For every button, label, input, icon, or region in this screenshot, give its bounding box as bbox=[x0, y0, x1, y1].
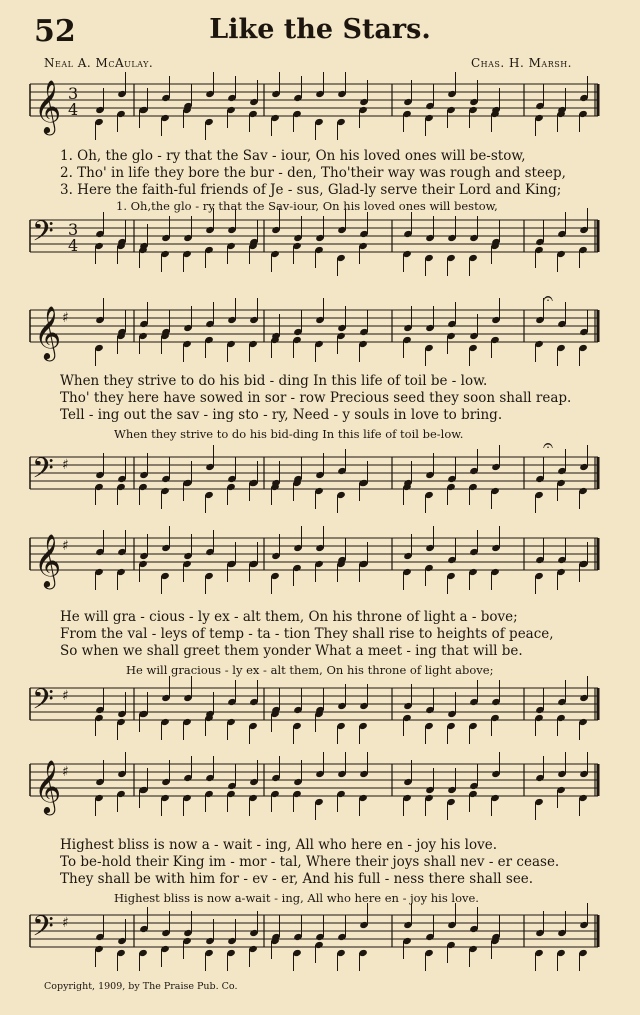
sharp-key-signature-icon: ♯ bbox=[62, 538, 69, 554]
copyright: Copyright, 1909, by The Praise Pub. Co. bbox=[44, 981, 238, 992]
sharp-key-signature-icon: ♯ bbox=[62, 688, 69, 704]
verse-block-4 bbox=[60, 837, 559, 888]
hymn-title: Like the Stars. bbox=[209, 14, 431, 45]
treble-clef-icon: 𝄞 bbox=[34, 305, 62, 359]
time-signature-bottom: 4 bbox=[68, 100, 79, 119]
composer-credit: Chas. H. Marsh. bbox=[471, 56, 572, 70]
bass-clef-icon: 𝄢 bbox=[32, 910, 54, 950]
bass-lyric-line: 1. Oh,the glo - ry that the Sav-iour, On his loved ones will bestow, bbox=[116, 199, 498, 213]
verse-block-3 bbox=[60, 609, 554, 660]
sharp-key-signature-icon: ♯ bbox=[62, 764, 69, 780]
bass-clef-icon: 𝄢 bbox=[32, 215, 54, 255]
time-signature-top: 3 bbox=[68, 84, 79, 103]
fermata-icon: 𝄐 bbox=[543, 435, 554, 456]
verse-line: He will gra - cious - ly ex - alt them, On his throne of light a - bove; bbox=[60, 609, 518, 625]
verse-line: Highest bliss is now a - wait - ing, All who here en - joy his love. bbox=[60, 837, 498, 853]
time-signature-bottom: 4 bbox=[68, 236, 79, 255]
sharp-key-signature-icon: ♯ bbox=[62, 915, 69, 931]
treble-clef-icon: 𝄞 bbox=[34, 79, 62, 133]
bass-clef-icon: 𝄢 bbox=[32, 683, 54, 723]
verse-line: Tho' they here have sowed in sor - row Precious seed they soon shall reap. bbox=[60, 390, 572, 406]
bass-clef-icon: 𝄢 bbox=[32, 452, 54, 492]
verse-line: They shall be with him for - ev - er, And his full - ness there shall see. bbox=[60, 871, 534, 887]
author-credit: Neal A. McAulay. bbox=[44, 56, 154, 70]
verse-line: 2. Tho' in life they bore the bur - den, Tho'their way was rough and steep, bbox=[60, 165, 566, 181]
verse-line: When they strive to do his bid - ding In this life of toil be - low. bbox=[60, 373, 488, 389]
verse-block-2 bbox=[60, 373, 571, 424]
sharp-key-signature-icon: ♯ bbox=[62, 310, 69, 326]
verse-line: 3. Here the faith-ful friends of Je - sus, Glad-ly serve their Lord and King; bbox=[60, 182, 562, 198]
verse-line: Tell - ing out the sav - ing sto - ry, Need - y souls in love to bring. bbox=[60, 407, 503, 423]
verse-line: So when we shall greet them yonder What a meet - ing that will be. bbox=[60, 643, 523, 659]
treble-clef-icon: 𝄞 bbox=[34, 533, 62, 587]
verse-line: To be-hold their King im - mor - tal, Where their joys shall nev - er cease. bbox=[60, 854, 560, 870]
bass-lyric-line: He will gracious - ly ex - alt them, On his throne of light above; bbox=[126, 663, 494, 677]
fermata-icon: 𝄐 bbox=[543, 288, 554, 309]
verse-block-1 bbox=[60, 148, 566, 199]
time-signature-top: 3 bbox=[68, 220, 79, 239]
bass-lyric-line: Highest bliss is now a-wait - ing, All who here en - joy his love. bbox=[114, 891, 479, 905]
sharp-key-signature-icon: ♯ bbox=[62, 457, 69, 473]
hymn-number: 52 bbox=[34, 14, 76, 49]
bass-lyric-line: When they strive to do his bid-ding In this life of toil be-low. bbox=[114, 427, 464, 441]
verse-line: From the val - leys of temp - ta - tion They shall rise to heights of peace, bbox=[60, 626, 554, 642]
verse-line: 1. Oh, the glo - ry that the Sav - iour, On his loved ones will be-stow, bbox=[60, 148, 526, 164]
treble-clef-icon: 𝄞 bbox=[34, 759, 62, 813]
